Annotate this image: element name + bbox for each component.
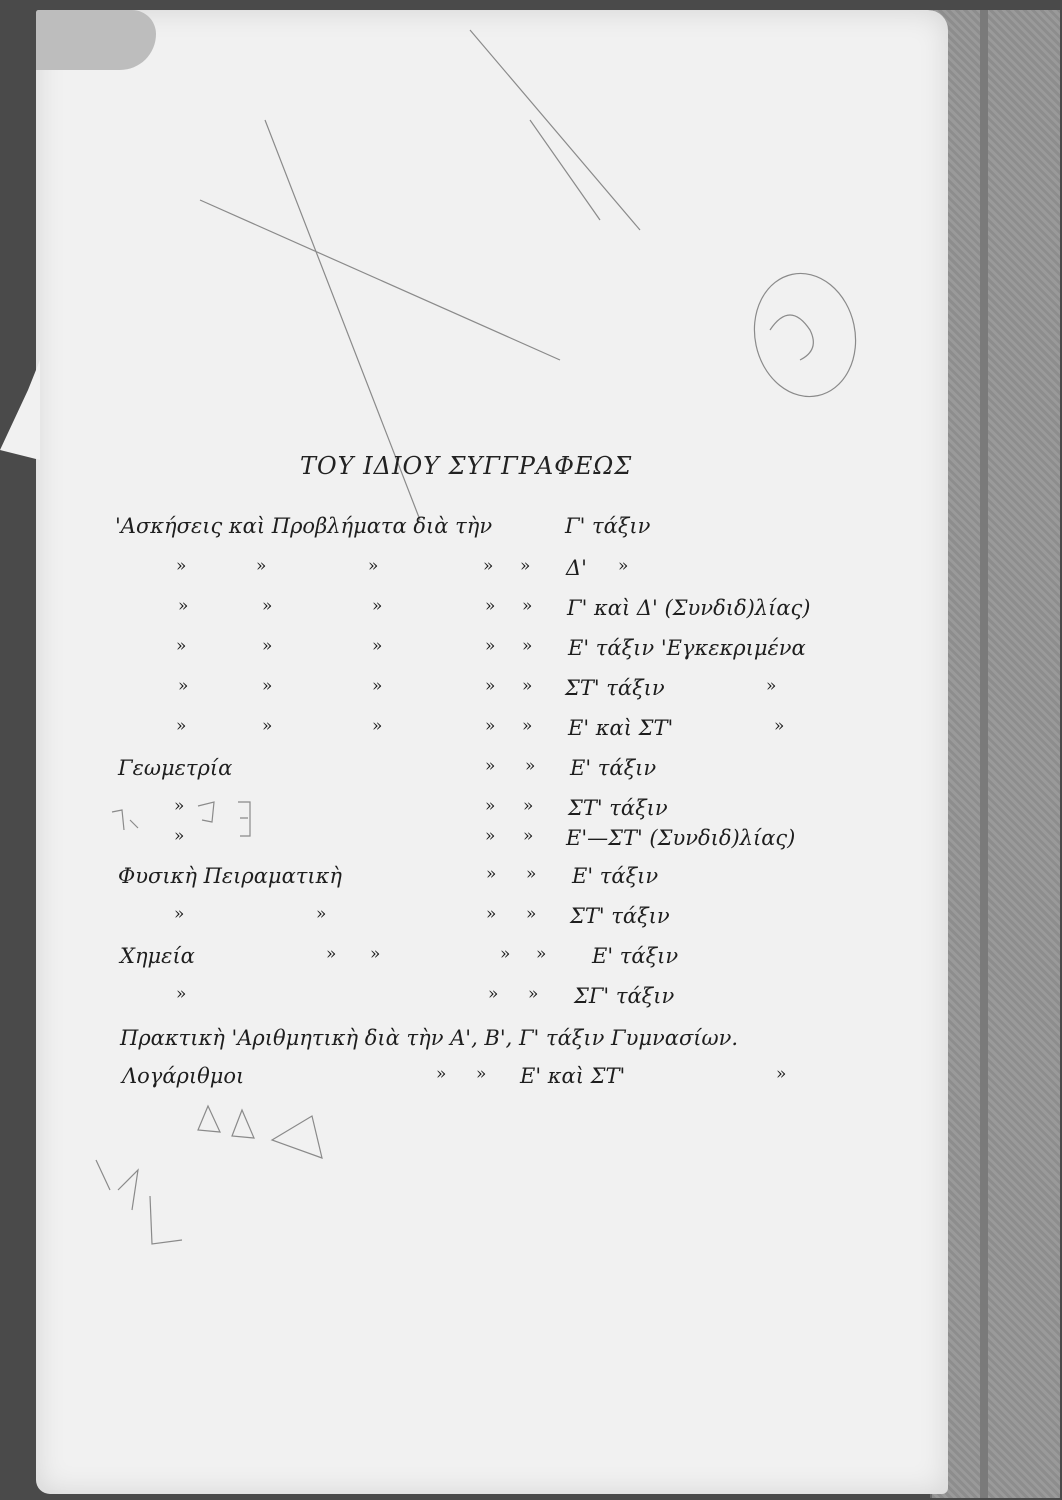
list-item <box>0 596 1062 628</box>
ditto-mark: » <box>178 596 189 616</box>
ditto-mark: » <box>476 1064 487 1084</box>
item-text: Ε' τάξιν <box>570 756 657 780</box>
ditto-mark: » <box>368 556 379 576</box>
ditto-mark: » <box>522 676 533 696</box>
ditto-mark: » <box>486 864 497 884</box>
item-text: Πρακτικὴ 'Αριθμητικὴ διὰ τὴν Α', Β', Γ' τάξιν Γυμνασίων. <box>120 1026 739 1050</box>
ditto-mark: » <box>523 826 534 846</box>
list-item <box>0 636 1062 668</box>
ditto-mark: » <box>262 676 273 696</box>
item-text: Ε' καὶ ΣΤ' <box>520 1064 626 1088</box>
ditto-mark: » <box>174 904 185 924</box>
ditto-mark: » <box>316 904 327 924</box>
ditto-mark: » <box>326 944 337 964</box>
ditto-mark: » <box>520 556 531 576</box>
item-text: ΣΤ' τάξιν <box>565 676 665 700</box>
ditto-mark: » <box>370 944 381 964</box>
ditto-mark: » <box>176 556 187 576</box>
ditto-mark: » <box>536 944 547 964</box>
ditto-mark: » <box>526 904 537 924</box>
ditto-mark: » <box>485 596 496 616</box>
item-text: Λογάριθμοι <box>122 1064 245 1088</box>
ditto-mark: » <box>372 716 383 736</box>
list-item <box>0 514 1062 546</box>
ditto-mark: » <box>485 636 496 656</box>
item-text: Φυσικὴ Πειραματικὴ <box>118 864 342 888</box>
list-item <box>0 864 1062 896</box>
ditto-mark: » <box>174 796 185 816</box>
list-item <box>0 716 1062 748</box>
list-item <box>0 1064 1062 1096</box>
ditto-mark: » <box>178 676 189 696</box>
ditto-mark: » <box>372 636 383 656</box>
ditto-mark: » <box>485 826 496 846</box>
list-item <box>0 556 1062 588</box>
ditto-mark: » <box>774 716 785 736</box>
item-text: Χημεία <box>120 944 195 968</box>
ditto-mark: » <box>488 984 499 1004</box>
ditto-mark: » <box>618 556 629 576</box>
item-text: Ε' τάξιν 'Εγκεκριμένα <box>568 636 806 660</box>
ditto-mark: » <box>485 676 496 696</box>
worn-corner <box>36 10 156 70</box>
ditto-mark: » <box>766 676 777 696</box>
item-text: 'Ασκήσεις καὶ Προβλήματα διὰ τὴν <box>115 514 493 538</box>
list-item <box>0 944 1062 976</box>
ditto-mark: » <box>522 716 533 736</box>
book-spine <box>930 10 1060 1498</box>
ditto-mark: » <box>256 556 267 576</box>
item-text: Ε' καὶ ΣΤ' <box>568 716 674 740</box>
item-text: ΣΤ' τάξιν <box>568 796 668 820</box>
list-item <box>0 796 1062 828</box>
item-text: Ε'—ΣΤ' (Συνδιδ)λίας) <box>566 826 796 850</box>
ditto-mark: » <box>528 984 539 1004</box>
heading: ΤΟΥ ΙΔΙΟΥ ΣΥΓΓΡΑΦΕΩΣ <box>300 452 633 480</box>
ditto-mark: » <box>525 756 536 776</box>
list-item <box>0 1026 1062 1058</box>
ditto-mark: » <box>485 716 496 736</box>
ditto-mark: » <box>483 556 494 576</box>
ditto-mark: » <box>436 1064 447 1084</box>
item-text: Ε' τάξιν <box>592 944 679 968</box>
list-item <box>0 826 1062 858</box>
ditto-mark: » <box>526 864 537 884</box>
item-text: ΣΓ' τάξιν <box>574 984 675 1008</box>
ditto-mark: » <box>176 716 187 736</box>
ditto-mark: » <box>485 796 496 816</box>
ditto-mark: » <box>500 944 511 964</box>
ditto-mark: » <box>522 596 533 616</box>
ditto-mark: » <box>523 796 534 816</box>
item-text: Γεωμετρία <box>118 756 233 780</box>
item-text: Γ' τάξιν <box>565 514 651 538</box>
ditto-mark: » <box>485 756 496 776</box>
list-item <box>0 904 1062 936</box>
ditto-mark: » <box>176 984 187 1004</box>
ditto-mark: » <box>522 636 533 656</box>
page <box>36 10 948 1494</box>
ditto-mark: » <box>776 1064 787 1084</box>
item-text: Γ' καὶ Δ' (Συνδιδ)λίας) <box>567 596 811 620</box>
item-text: Δ' <box>566 556 587 580</box>
list-item <box>0 756 1062 788</box>
ditto-mark: » <box>262 636 273 656</box>
ditto-mark: » <box>372 596 383 616</box>
list-item <box>0 984 1062 1016</box>
item-text: Ε' τάξιν <box>572 864 659 888</box>
spine-edge <box>980 10 988 1498</box>
ditto-mark: » <box>262 596 273 616</box>
list-item <box>0 676 1062 708</box>
item-text: ΣΤ' τάξιν <box>570 904 670 928</box>
ditto-mark: » <box>486 904 497 924</box>
ditto-mark: » <box>262 716 273 736</box>
ditto-mark: » <box>372 676 383 696</box>
ditto-mark: » <box>176 636 187 656</box>
ditto-mark: » <box>174 826 185 846</box>
